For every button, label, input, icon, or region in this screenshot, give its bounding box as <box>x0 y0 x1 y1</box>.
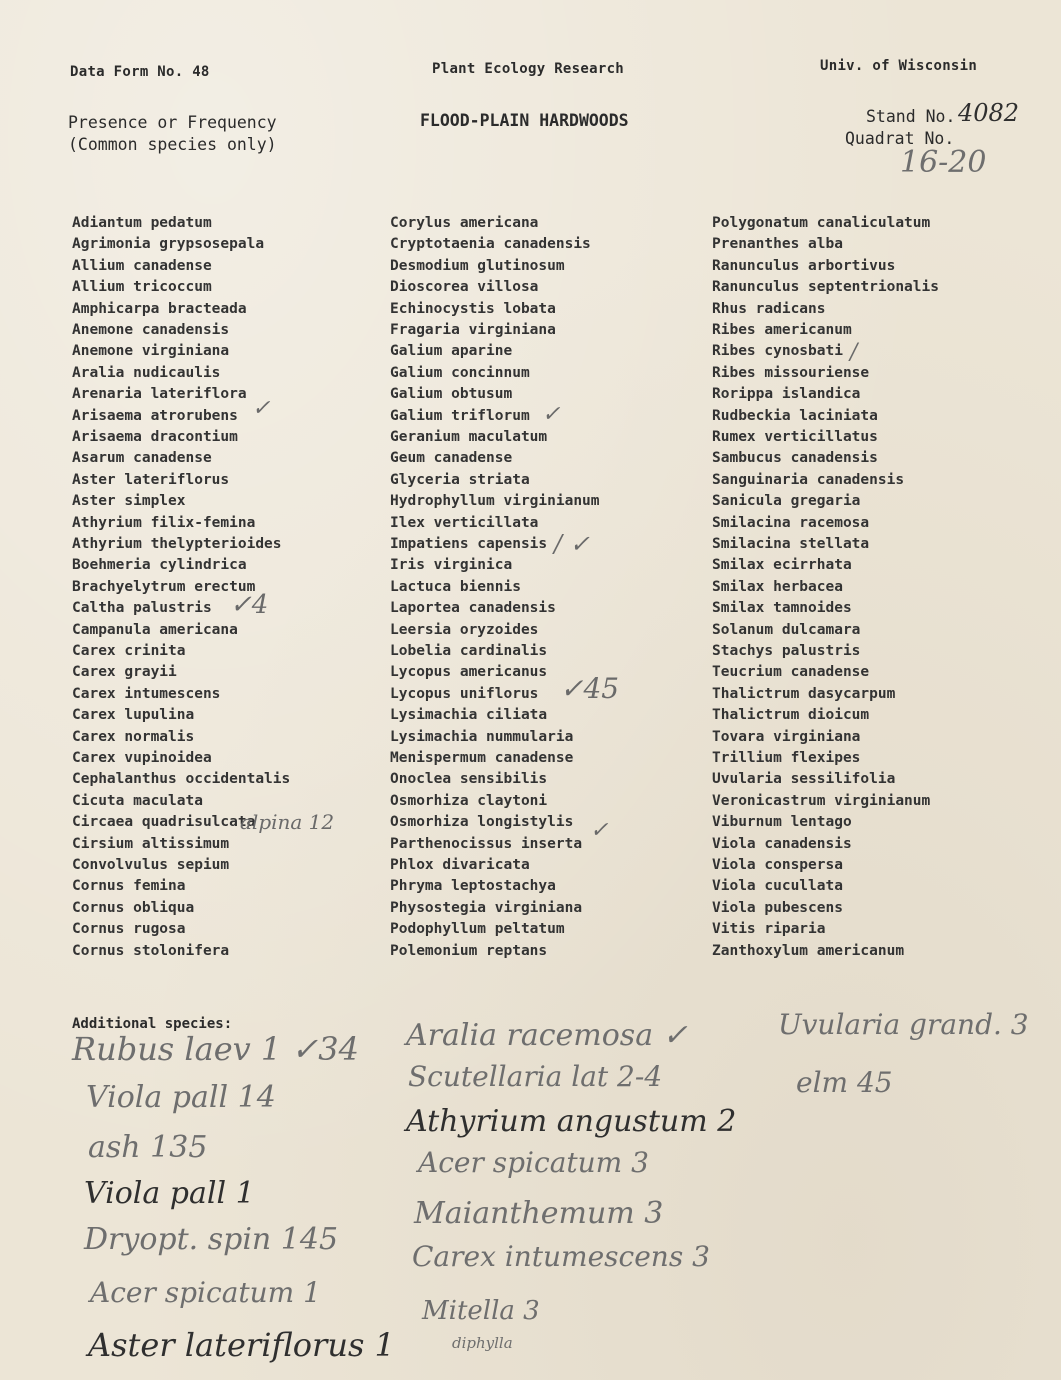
additional-species-5: Dryopt. spin 145 <box>84 1222 339 1257</box>
species-item: Rumex verticillatus <box>712 429 878 445</box>
species-item: Circaea quadrisulcata <box>72 814 256 831</box>
species-item: Rudbeckia laciniata <box>712 407 878 424</box>
species-item: Lycopus americanus <box>390 664 548 681</box>
species-item: Parthenocissus inserta <box>390 835 583 852</box>
species-item: Onoclea sensibilis <box>390 771 548 788</box>
additional-species-7: Aster lateriflorus 1 <box>88 1326 395 1364</box>
measure-type <box>68 112 277 156</box>
species-item: Cicuta maculata <box>72 792 203 809</box>
mark-galium-triflorum: ✓ <box>542 402 561 427</box>
species-item: Carex normalis <box>72 728 195 745</box>
species-item: Zanthoxylum americanum <box>712 942 905 959</box>
species-item: Ranunculus septentrionalis <box>712 279 939 296</box>
stand-value: 4082 <box>958 99 1020 127</box>
species-item: Allium tricoccum <box>72 279 212 296</box>
species-item: Carex vupinoidea <box>72 750 212 766</box>
species-item: Aster simplex <box>72 493 186 510</box>
mark-caltha: ✓4 <box>230 590 269 620</box>
additional-species-11: Acer spicatum 3 <box>418 1146 649 1179</box>
species-item: Smilacina stellata <box>712 536 870 552</box>
additional-species-9: Scutellaria lat 2-4 <box>408 1060 663 1093</box>
additional-species-10: Athyrium angustum 2 <box>406 1104 737 1139</box>
species-item: Convolvulus sepium <box>72 857 230 873</box>
species-item: Arisaema dracontium <box>72 429 238 445</box>
species-item: Fragaria virginiana <box>390 322 556 338</box>
species-item: Lactuca biennis <box>390 578 521 595</box>
species-item: Cephalanthus occidentalis <box>72 771 291 788</box>
additional-species-15: Uvularia grand. 3 <box>778 1008 1029 1041</box>
species-item: Athyrium thelypterioides <box>72 536 282 552</box>
mark-impatiens: / ✓ <box>554 530 590 558</box>
species-item: Smilax herbacea <box>712 578 843 595</box>
species-item: Asarum canadense <box>72 450 212 467</box>
additional-species-label: Additional species: <box>72 1016 233 1032</box>
species-item: Lycopus uniflorus <box>390 685 539 702</box>
additional-species-12: Maianthemum 3 <box>414 1196 664 1231</box>
species-item: Thalictrum dasycarpum <box>712 685 896 702</box>
additional-species-2: Viola pall 14 <box>86 1080 276 1115</box>
species-item: Carex crinita <box>72 643 186 659</box>
mark-ribes: / <box>850 340 858 365</box>
species-item: Aralia nudicaulis <box>72 364 221 381</box>
species-item: Polygonatum canaliculatum <box>712 215 931 231</box>
species-item: Caltha palustris <box>72 600 212 617</box>
species-item: Lysimachia nummularia <box>390 728 574 745</box>
species-item: Cornus stolonifera <box>72 942 230 959</box>
species-item: Ilex verticillata <box>390 514 539 531</box>
species-item: Tovara virginiana <box>712 728 861 745</box>
species-item: Physostegia virginiana <box>390 899 583 916</box>
mark-parthenocissus: ✓ <box>590 818 609 843</box>
species-item: Adiantum pedatum <box>72 215 212 231</box>
species-column-1 <box>72 215 382 985</box>
species-item: Ribes cynosbati <box>712 343 843 360</box>
species-item: Echinocystis lobata <box>390 300 556 317</box>
species-item: Galium triflorum <box>390 407 530 424</box>
species-item: Cirsium altissimum <box>72 835 230 852</box>
stand-label: Stand No. <box>866 107 956 126</box>
species-item: Athyrium filix-femina <box>72 514 256 531</box>
species-item: Galium obtusum <box>390 386 513 403</box>
species-item: Viola pubescens <box>712 899 843 916</box>
species-item: Corylus americana <box>390 215 539 231</box>
species-item: Teucrium canadense <box>712 664 870 681</box>
species-item: Sambucus canadensis <box>712 450 878 467</box>
species-item: Lysimachia ciliata <box>390 707 548 724</box>
species-item: Galium concinnum <box>390 364 530 381</box>
species-item: Sanguinaria canadensis <box>712 471 905 488</box>
species-item: Boehmeria cylindrica <box>72 557 247 574</box>
measure-line-2: (Common species only) <box>68 135 277 154</box>
institution-right: Univ. of Wisconsin <box>820 58 978 74</box>
mark-lycopus: ✓45 <box>560 672 620 705</box>
additional-species-16: elm 45 <box>796 1066 893 1099</box>
community-title: FLOOD-PLAIN HARDWOODS <box>420 111 629 130</box>
species-column-3 <box>712 215 1032 985</box>
species-item: Smilacina racemosa <box>712 514 870 531</box>
species-item: Glyceria striata <box>390 471 530 488</box>
species-item: Ribes missouriense <box>712 364 870 381</box>
species-item: Sanicula gregaria <box>712 493 861 510</box>
species-item: Dioscorea villosa <box>390 279 539 296</box>
species-item: Cryptotaenia canadensis <box>390 236 591 253</box>
species-item: Ranunculus arbortivus <box>712 257 896 274</box>
species-item: Aster lateriflorus <box>72 471 230 488</box>
species-item: Galium aparine <box>390 343 513 360</box>
additional-species-1: Rubus laev 1 ✓34 <box>72 1030 359 1068</box>
species-item: Uvularia sessilifolia <box>712 771 896 788</box>
species-item: Osmorhiza claytoni <box>390 792 548 809</box>
species-item: Podophyllum peltatum <box>390 921 565 938</box>
species-item: Prenanthes alba <box>712 236 843 253</box>
species-item: Viburnum lentago <box>712 814 852 831</box>
species-item: Arisaema atrorubens <box>72 407 238 424</box>
species-item: Polemonium reptans <box>390 942 548 959</box>
species-item: Cornus obliqua <box>72 899 195 916</box>
quadrat-value: 16-20 <box>900 145 987 180</box>
species-item: Carex intumescens <box>72 685 221 702</box>
species-item: Menispermum canadense <box>390 750 574 766</box>
species-item: Trillium flexipes <box>712 750 861 766</box>
species-item: Rhus radicans <box>712 300 826 317</box>
additional-species-8: Aralia racemosa ✓ <box>406 1018 688 1053</box>
institution-left: Plant Ecology Research <box>432 61 625 77</box>
mark-circaea: alpina 12 <box>240 810 335 834</box>
species-item: Amphicarpa bracteada <box>72 300 247 317</box>
measure-line-1: Presence or Frequency <box>68 113 277 132</box>
species-item: Leersia oryzoides <box>390 621 539 638</box>
species-item: Phlox divaricata <box>390 857 530 873</box>
species-item: Geranium maculatum <box>390 429 548 445</box>
species-item: Agrimonia grypsosepala <box>72 236 265 253</box>
species-item: Rorippa islandica <box>712 386 861 403</box>
species-item: Vitis riparia <box>712 921 826 938</box>
form-number: Data Form No. 48 <box>70 64 210 80</box>
species-item: Osmorhiza longistylis <box>390 814 574 831</box>
species-item: Smilax tamnoides <box>712 600 852 617</box>
species-item: Impatiens capensis <box>390 536 548 552</box>
species-item: Brachyelytrum erectum <box>72 578 256 595</box>
species-item: Stachys palustris <box>712 643 861 659</box>
mark-arisaema: ✓ <box>252 396 271 421</box>
additional-species-14: Mitella 3 <box>422 1296 540 1326</box>
species-item: Anemone virginiana <box>72 343 230 360</box>
species-item: Solanum dulcamara <box>712 621 861 638</box>
species-item: Ribes americanum <box>712 322 852 338</box>
additional-species-6: Acer spicatum 1 <box>90 1276 321 1309</box>
additional-species-14-subline: diphylla <box>452 1334 513 1352</box>
species-item: Phryma leptostachya <box>390 878 556 895</box>
species-item: Viola canadensis <box>712 835 852 852</box>
species-item: Carex lupulina <box>72 707 195 724</box>
species-item: Campanula americana <box>72 621 238 638</box>
species-item: Iris virginica <box>390 557 513 574</box>
additional-species-3: ash 135 <box>88 1130 208 1165</box>
species-item: Cornus femina <box>72 878 186 895</box>
species-item: Anemone canadensis <box>72 322 230 338</box>
additional-species-13: Carex intumescens 3 <box>412 1240 710 1273</box>
species-item: Viola cucullata <box>712 878 843 895</box>
species-item: Lobelia cardinalis <box>390 643 548 659</box>
species-item: Desmodium glutinosum <box>390 257 565 274</box>
species-item: Thalictrum dioicum <box>712 707 870 724</box>
additional-species-4: Viola pall 1 <box>84 1176 255 1211</box>
species-column-2 <box>390 215 700 985</box>
species-item: Cornus rugosa <box>72 921 186 938</box>
quadrat-label: Quadrat No. <box>845 129 955 148</box>
species-item: Veronicastrum virginianum <box>712 792 931 809</box>
species-item: Laportea canadensis <box>390 600 556 617</box>
species-item: Hydrophyllum virginianum <box>390 493 600 510</box>
species-item: Allium canadense <box>72 257 212 274</box>
species-item: Carex grayii <box>72 664 177 681</box>
species-item: Smilax ecirrhata <box>712 557 852 574</box>
species-item: Viola conspersa <box>712 857 843 873</box>
species-item: Geum canadense <box>390 450 513 467</box>
species-item: Arenaria lateriflora <box>72 386 247 403</box>
